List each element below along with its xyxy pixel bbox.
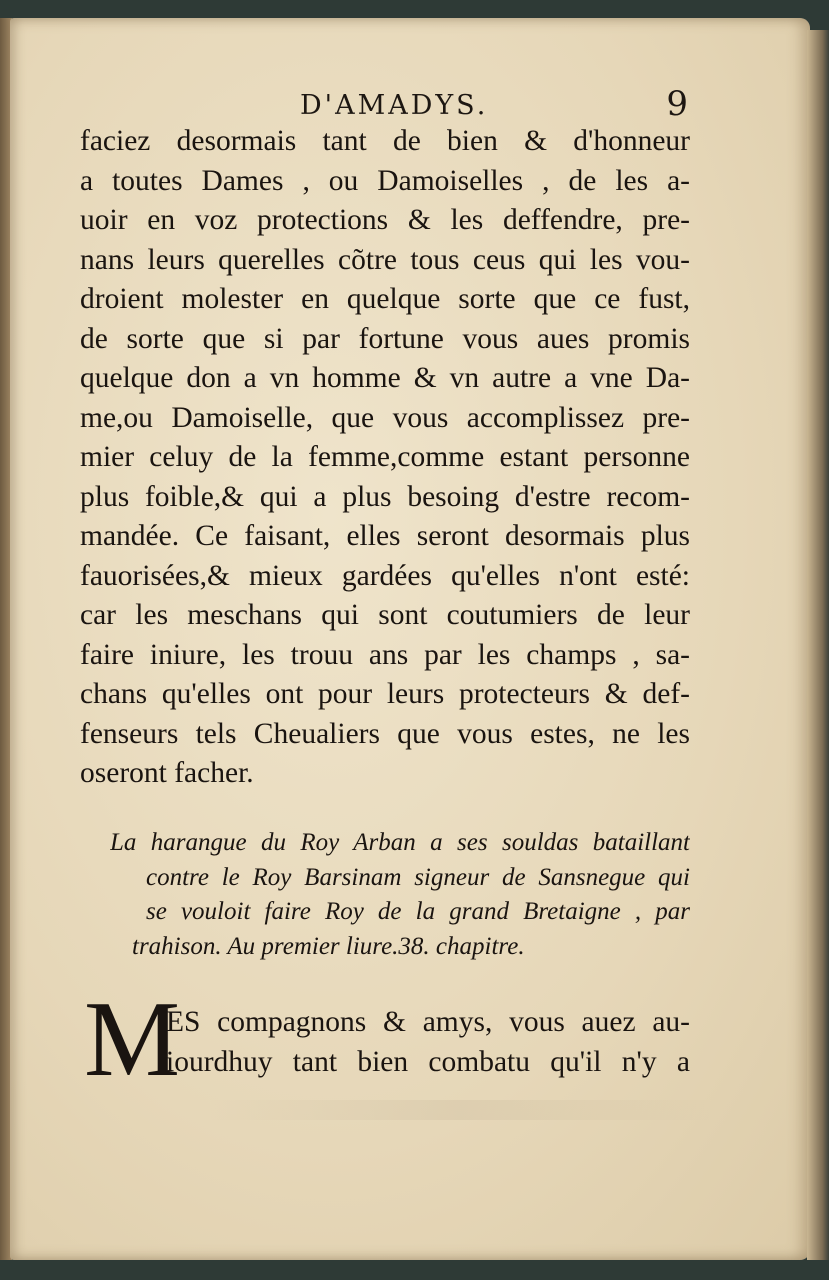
text-line: iourdhuy tant bien combatu qu'il n'y a <box>166 1046 690 1078</box>
heading-line: La harangue du Roy Arban a ses souldas bataillant <box>110 829 690 856</box>
heading-line: contre le Roy Barsinam signeur de Sansnegue qui <box>146 863 690 891</box>
text-line: mandée. Ce faisant, elles seront desormais plus <box>80 520 690 552</box>
running-title: D'AMADYS. <box>300 90 489 121</box>
text-line: droient molester en quelque sorte que ce fust, <box>80 283 690 315</box>
text-line: uoir en voz protections & les deffendre, pre- <box>80 204 690 236</box>
text-line: faciez desormais tant de bien & d'honneur <box>80 125 690 157</box>
text-line: mier celuy de la femme,comme estant personne <box>80 441 690 473</box>
page-number: 9 <box>666 84 688 124</box>
body-paragraph <box>80 122 690 794</box>
opening-paragraph <box>84 980 690 1099</box>
text-line: car les meschans qui sont coutumiers de leur <box>80 599 690 631</box>
text-line: faire iniure, les trouu ans par les champs , sa- <box>80 638 690 671</box>
text-line: nans leurs querelles cõtre tous ceus qui les vou- <box>80 243 690 276</box>
drop-cap: M <box>84 980 181 1099</box>
page-edge <box>807 30 829 1260</box>
text-line: chans qu'elles ont pour leurs protecteurs & def- <box>80 678 690 710</box>
heading-line: se vouloit faire Roy de la grand Bretaigne , par <box>146 898 690 925</box>
heading-line: trahison. Au premier liure.38. chapitre. <box>132 932 525 960</box>
text-line: de sorte que si par fortune vous aues promis <box>80 322 690 355</box>
text-line: quelque don a vn homme & vn autre a vne Da- <box>80 362 690 394</box>
text-line: fenseurs tels Cheualiers que vous estes, ne les <box>80 717 690 750</box>
text-line: a toutes Dames , ou Damoiselles , de les a- <box>80 164 690 197</box>
text-line: me,ou Damoiselle, que vous accomplissez pre- <box>80 401 690 434</box>
text-line: ES compagnons & amys, vous auez au- <box>166 1006 690 1038</box>
show-through <box>200 1100 720 1120</box>
text-line: plus foible,& qui a plus besoing d'estre recom- <box>80 480 690 513</box>
opening-lines <box>166 1002 690 1082</box>
text-line: oseront facher. <box>80 757 254 789</box>
text-line: fauorisées,& mieux gardées qu'elles n'ont esté: <box>80 559 690 592</box>
section-heading <box>110 826 690 964</box>
